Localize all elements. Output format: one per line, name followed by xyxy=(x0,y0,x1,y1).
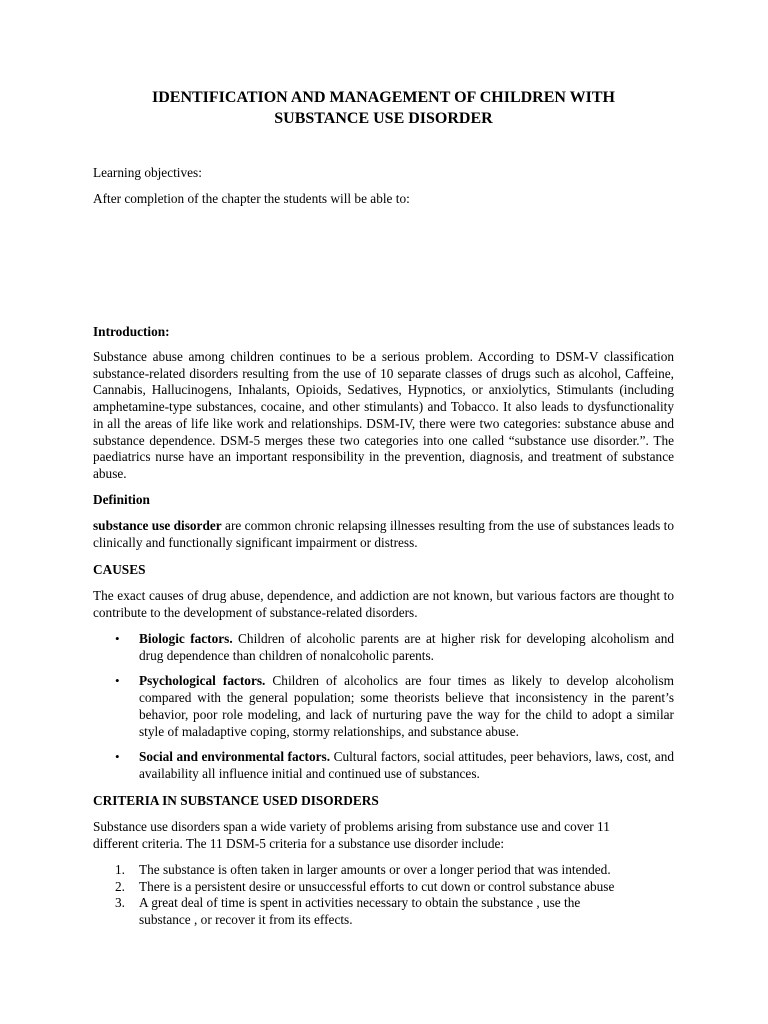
criteria-intro-paragraph xyxy=(93,819,674,852)
cause-text: Cultural factors, social attitudes, peer behaviors, laws, cost, and availability all influence initial and continued use of substances. xyxy=(139,749,674,781)
definition-heading: Definition xyxy=(93,492,150,507)
causes-intro-paragraph: The exact causes of drug abuse, dependence, and addiction are not known, but various factors are thought to contribute to the development of substance-related disorders. xyxy=(93,588,674,620)
cause-term: Social and environmental factors. xyxy=(139,749,331,765)
after-completion-text: After completion of the chapter the students will be able to: xyxy=(93,191,410,206)
introduction-paragraph: Substance abuse among children continues to be a serious problem. According to DSM-V classification substance-related disorders resulting from the use of 10 separate classes of drugs such as alcohol, Caffeine, Cannabis, Hallucinogens, Inhalants, Opioids, Sedatives, Hypnotics, or anxiolytics, Stimulants (including amphetamine-type substances, cocaine, and other stimulants) and Tobacco. It also leads to dysfunctionality in all the areas of life like work and relationships. DSM-IV, there were two categories: substance abuse and substance dependence. DSM-5 merges these two categories into one called “substance use disorder.”. The paediatrics nurse have an important responsibility in the prevention, diagnosis, and treatment of substance abuse. xyxy=(93,349,674,481)
criteria-list xyxy=(93,862,674,929)
learning-objectives-label: Learning objectives: xyxy=(93,165,202,180)
list-number: 2. xyxy=(115,878,125,894)
cause-text: Children of alcoholics are four times as likely to develop alcoholism compared with the general population; some theorists believe that inconsistency in the parent’s behavior, poor role modeling, and lack of nurturing pave the way for the child to adopt a similar style of maladaptive coping, stormy relationships, and substance abuse. xyxy=(139,673,674,739)
criteria-intro-line-2: different criteria. The 11 DSM-5 criteria for a substance use disorder include: xyxy=(93,835,505,851)
cause-term: Psychological factors. xyxy=(139,673,266,689)
list-item xyxy=(93,749,674,782)
list-item xyxy=(93,631,674,664)
criteria-text: There is a persistent desire or unsuccessful efforts to cut down or control substance abuse xyxy=(139,878,615,894)
list-item xyxy=(93,895,674,928)
cause-text: Children of alcoholic parents are at higher risk for developing alcoholism and drug dependence than children of nonalcoholic parents. xyxy=(139,631,674,663)
title-line-1: IDENTIFICATION AND MANAGEMENT OF CHILDREN WITH xyxy=(151,89,615,106)
definition-paragraph xyxy=(93,518,674,551)
bullet-icon: • xyxy=(115,631,120,646)
list-item xyxy=(93,879,674,896)
definition-term: substance use disorder xyxy=(93,518,222,533)
criteria-text: The substance is often taken in larger amounts or over a longer period that was intended. xyxy=(139,862,611,877)
list-item xyxy=(93,862,674,879)
causes-heading: CAUSES xyxy=(93,562,146,577)
introduction-heading: Introduction: xyxy=(93,324,170,339)
title-line-2: SUBSTANCE USE DISORDER xyxy=(274,109,493,127)
list-item xyxy=(93,673,674,740)
bullet-icon: • xyxy=(115,749,120,765)
bullet-icon: • xyxy=(115,673,120,689)
criteria-intro-line-1: Substance use disorders span a wide variety of problems arising from substance use and cover 11 xyxy=(93,819,610,834)
criteria-heading: CRITERIA IN SUBSTANCE USED DISORDERS xyxy=(93,793,379,808)
list-number: 1. xyxy=(115,862,125,877)
cause-term: Biologic factors. xyxy=(139,631,233,646)
definition-text: are common chronic relapsing illnesses resulting from the use of substances leads to clinically and functionally significant impairment or distress. xyxy=(93,518,674,550)
list-number: 3. xyxy=(115,895,125,911)
criteria-text: A great deal of time is spent in activities necessary to obtain the substance , use the substance , or recover it from its effects. xyxy=(139,895,581,928)
causes-list xyxy=(93,631,674,792)
document-title xyxy=(93,88,674,129)
